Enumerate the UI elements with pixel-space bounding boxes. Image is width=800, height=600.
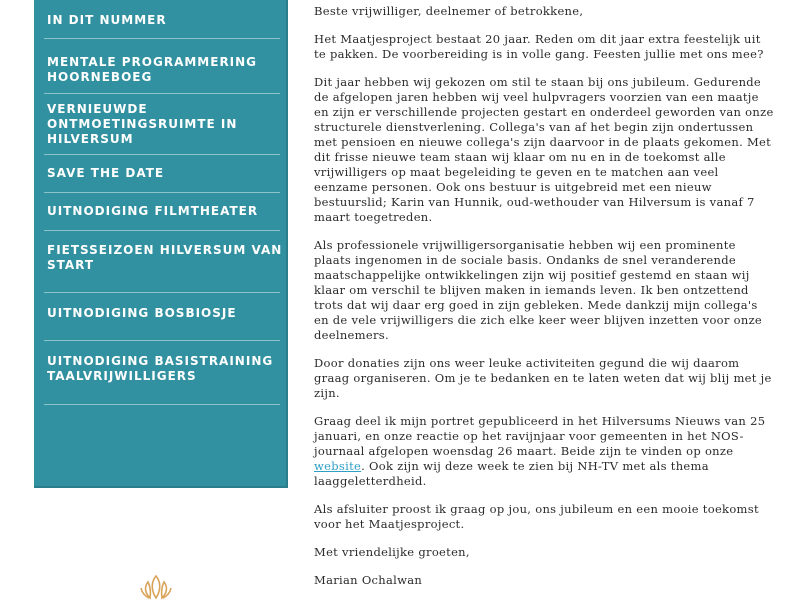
letter-paragraph-6: Als afsluiter proost ik graag op jou, ons jubileum en een mooie toekomst voor het Maatjesproject. bbox=[314, 502, 759, 531]
sidebar-item-filmtheater[interactable]: UITNODIGING FILMTHEATER bbox=[47, 204, 259, 218]
nav-divider bbox=[44, 230, 280, 231]
sidebar-item-ontmoetingsruimte[interactable]: VERNIEUWDE ONTMOETINGSRUIMTE IN HILVERSUM bbox=[47, 102, 238, 146]
sidebar-item-bosbiosje[interactable]: UITNODIGING BOSBIOSJE bbox=[47, 306, 237, 320]
nav-divider bbox=[44, 404, 280, 405]
nav-divider bbox=[44, 154, 280, 155]
sidebar-item-fietsseizoen[interactable]: FIETSSEIZOEN HILVERSUM VAN START bbox=[47, 243, 283, 272]
letter-closing: Met vriendelijke groeten, bbox=[314, 545, 470, 559]
letter-paragraph-3: Als professionele vrijwilligersorganisatie hebben wij een prominente plaats ingenomen in de sociale basis. Ondanks de snel veranderende maatschappelijke ontwikkelingen zijn wij positief gestemd en staan wij klaar om verschil te blijven maken in iemands leven. Ik ben ontzettend trots dat wij daar erg goed in zijn gebleken. Mede dankzij mijn collega's en de vele vrijwilligers die zich elke keer weer blijven inzetten voor onze deelnemers. bbox=[314, 238, 763, 342]
sidebar-item-mentale-programmering[interactable]: MENTALE PROGRAMMERING HOORNEBOEG bbox=[47, 55, 258, 84]
nav-divider bbox=[44, 292, 280, 293]
sidebar-item-save-the-date[interactable]: SAVE THE DATE bbox=[47, 166, 165, 180]
sidebar-item-basistraining[interactable]: UITNODIGING BASISTRAINING TAALVRIJWILLIGERS bbox=[47, 354, 274, 383]
letter-paragraph-5-text: Graag deel ik mijn portret gepubliceerd in het Hilversums Nieuws van 25 januari, en onze reactie op het ravijnjaar voor gemeenten in het NOS-journaal afgelopen woensdag 26 maart. Beide zijn te vinden op onze bbox=[314, 414, 766, 458]
website-link[interactable]: website bbox=[314, 459, 362, 473]
letter-signature: Marian Ochalwan bbox=[314, 573, 423, 587]
lotus-logo-icon bbox=[138, 574, 174, 600]
sidebar-item-in-dit-nummer[interactable]: IN DIT NUMMER bbox=[47, 13, 167, 27]
sidebar-nav bbox=[34, 0, 288, 488]
letter-paragraph-5-text-end: . Ook zijn wij deze week te zien bij NH-TV met als thema laaggeletterdheid. bbox=[314, 459, 709, 488]
nav-divider bbox=[44, 38, 280, 39]
nav-divider bbox=[44, 192, 280, 193]
letter-paragraph-4: Door donaties zijn ons weer leuke activiteiten gegund die wij daarom graag organiseren. Om je te bedanken en te laten weten dat wij blij met je zijn. bbox=[314, 356, 772, 400]
letter-paragraph-2: Dit jaar hebben wij gekozen om stil te staan bij ons jubileum. Gedurende de afgelopen jaren hebben wij veel hulpvragers voorzien van een maatje en zijn er verschillende projecten gestart en onderdeel geworden van onze structurele dienstverlening. Collega's van af het begin zijn ondertussen met pensioen en nieuwe collega's zijn daarvoor in de plaats gekomen. Met dit frisse nieuwe team staan wij klaar om nu en in de toekomst alle vrijwilligers op maat begeleiding te geven en te matchen aan veel eenzame personen. Ook ons bestuur is uitgebreid met een nieuw bestuurslid; Karin van Hunnik, oud-wethouder van Hilversum is vanaf 7 maart toegetreden. bbox=[314, 75, 774, 224]
letter-content bbox=[314, 0, 774, 600]
letter-paragraph-1: Het Maatjesproject bestaat 20 jaar. Reden om dit jaar extra feestelijk uit te pakken. De voorbereiding is in volle gang. Feesten jullie met ons mee? bbox=[314, 32, 764, 61]
letter-greeting: Beste vrijwilliger, deelnemer of betrokkene, bbox=[314, 4, 584, 18]
letter-paragraph-5 bbox=[314, 414, 774, 489]
nav-divider bbox=[44, 93, 280, 94]
nav-divider bbox=[44, 340, 280, 341]
